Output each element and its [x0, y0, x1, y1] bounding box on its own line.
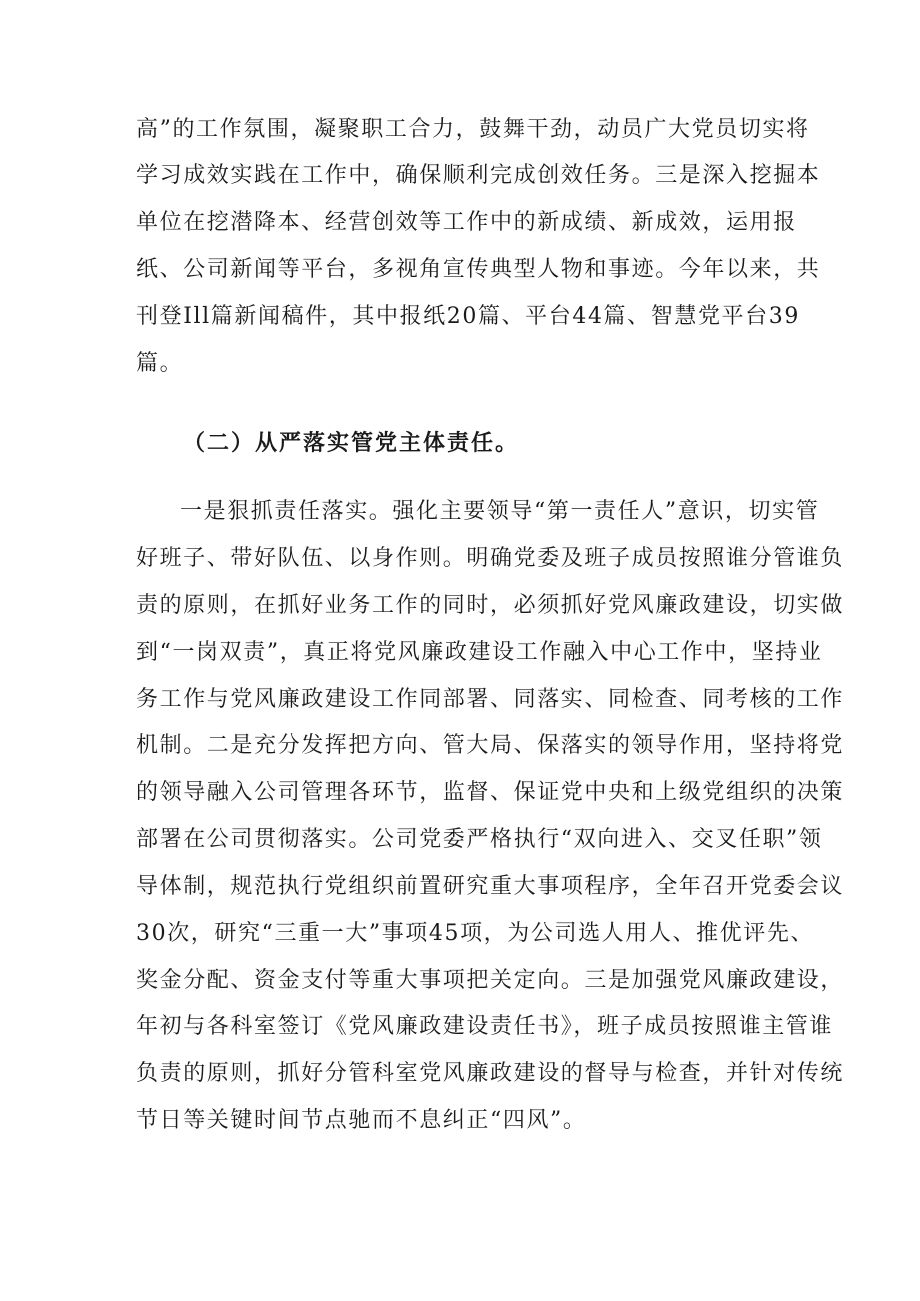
body-text-line: 部署在公司贯彻落实。公司党委严格执行“双向进入、交叉任职”领	[136, 827, 823, 852]
body-text-line: 篇。	[136, 351, 184, 376]
body-text-line: 务工作与党风廉政建设工作同部署、同落实、同检查、同考核的工作	[136, 687, 845, 712]
body-text-line: 30次，研究“三重一大”事项45项，为公司选人用人、推优评先、	[136, 921, 815, 946]
body-text-line: 节日等关键时间节点驰而不息纠正“四风”。	[136, 1108, 587, 1133]
body-text-line: 单位在挖潜降本、经营创效等工作中的新成绩、新成效，运用报	[136, 210, 797, 235]
body-text-line: 高”的工作氛围，凝聚职工合力，鼓舞干劲，动员广大党员切实将	[136, 117, 810, 142]
body-text-line: 一是狠抓责任落实。强化主要领导“第一责任人”意识，切实管	[180, 499, 820, 524]
body-text-line: 责的原则，在抓好业务工作的同时，必须抓好党风廉政建设，切实做	[136, 593, 845, 618]
body-text-line: 好班子、带好队伍、以身作则。明确党委及班子成员按照谁分管谁负	[136, 546, 845, 571]
section-heading: （二）从严落实管党主体责任。	[183, 430, 520, 456]
body-text-line: 刊登Ill篇新闻稿件，其中报纸20篇、平台44篇、智慧党平台39	[136, 304, 800, 329]
body-text-line: 导体制，规范执行党组织前置研究重大事项程序，全年召开党委会议	[136, 874, 845, 899]
body-text-line: 纸、公司新闻等平台，多视角宣传典型人物和事迹。今年以来，共	[136, 257, 821, 282]
body-text-line: 奖金分配、资金支付等重大事项把关定向。三是加强党风廉政建设，	[136, 968, 845, 993]
body-text-line: 负责的原则，抓好分管科室党风廉政建设的督导与检查，并针对传统	[136, 1061, 845, 1086]
body-text-line: 机制。二是充分发挥把方向、管大局、保落实的领导作用，坚持将党	[136, 733, 845, 758]
body-text-line: 年初与各科室签订《党风廉政建设责任书》，班子成员按照谁主管谁	[136, 1014, 834, 1039]
body-text-line: 学习成效实践在工作中，确保顺利完成创效任务。三是深入挖掘本	[136, 163, 821, 188]
body-text-line: 的领导融入公司管理各环节，监督、保证党中央和上级党组织的决策	[136, 780, 845, 805]
body-text-line: 到“一岗双责”，真正将党风廉政建设工作融入中心工作中，坚持业	[136, 640, 823, 665]
